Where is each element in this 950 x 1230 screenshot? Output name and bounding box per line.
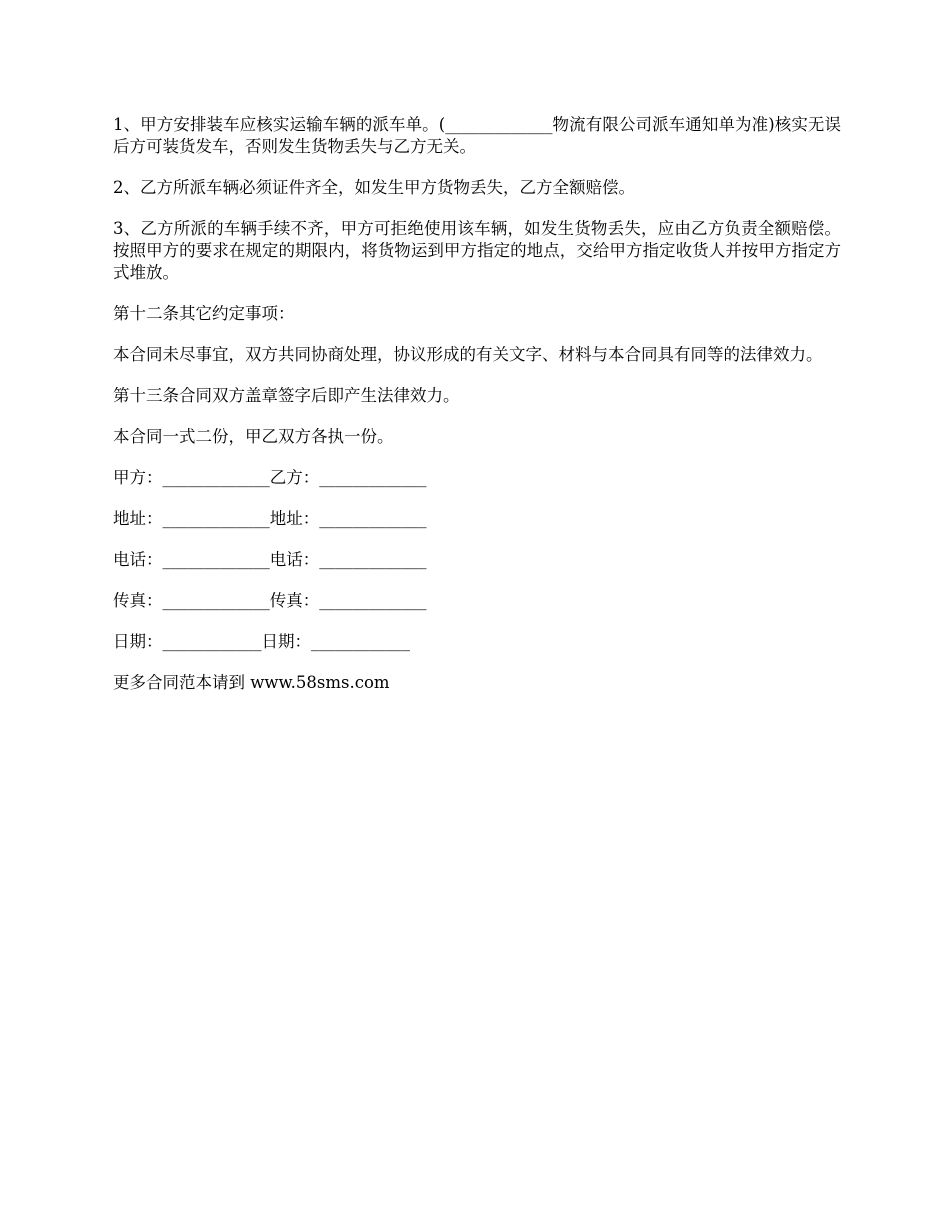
copies-paragraph: 本合同一式二份，甲乙双方各执一份。 [113, 427, 394, 446]
signature-line-fax: 传真：_____________传真：_____________ [113, 591, 427, 610]
article-12-body: 本合同未尽事宜，双方共同协商处理，协议形成的有关文字、材料与本合同具有同等的法律效力。 [113, 345, 823, 364]
signature-line-address: 地址：_____________地址：_____________ [113, 509, 427, 528]
document-page [113, 114, 841, 713]
signature-line-date: 日期：____________日期：____________ [113, 632, 410, 651]
clause-1-paragraph: 1、甲方安排装车应核实运输车辆的派车单。(_____________物流有限公司派车通知单为准)核实无误后方可装货发车，否则发生货物丢失与乙方无关。 [113, 115, 841, 156]
clause-2-paragraph: 2、乙方所派车辆必须证件齐全，如发生甲方货物丢失，乙方全额赔偿。 [113, 178, 635, 197]
signature-line-party: 甲方：_____________乙方：_____________ [113, 468, 427, 487]
article-13-paragraph: 第十三条合同双方盖章签字后即产生法律效力。 [113, 386, 460, 405]
signature-line-phone: 电话：_____________电话：_____________ [113, 550, 427, 569]
clause-3-paragraph: 3、乙方所派的车辆手续不齐，甲方可拒绝使用该车辆，如发生货物丢失，应由乙方负责全额赔偿。按照甲方的要求在规定的期限内，将货物运到甲方指定的地点，交给甲方指定收货人并按甲方指定方式堆放。 [113, 219, 841, 282]
footer-text: 更多合同范本请到 www.58sms.com [113, 673, 390, 692]
article-12-heading: 第十二条其它约定事项： [113, 304, 295, 323]
